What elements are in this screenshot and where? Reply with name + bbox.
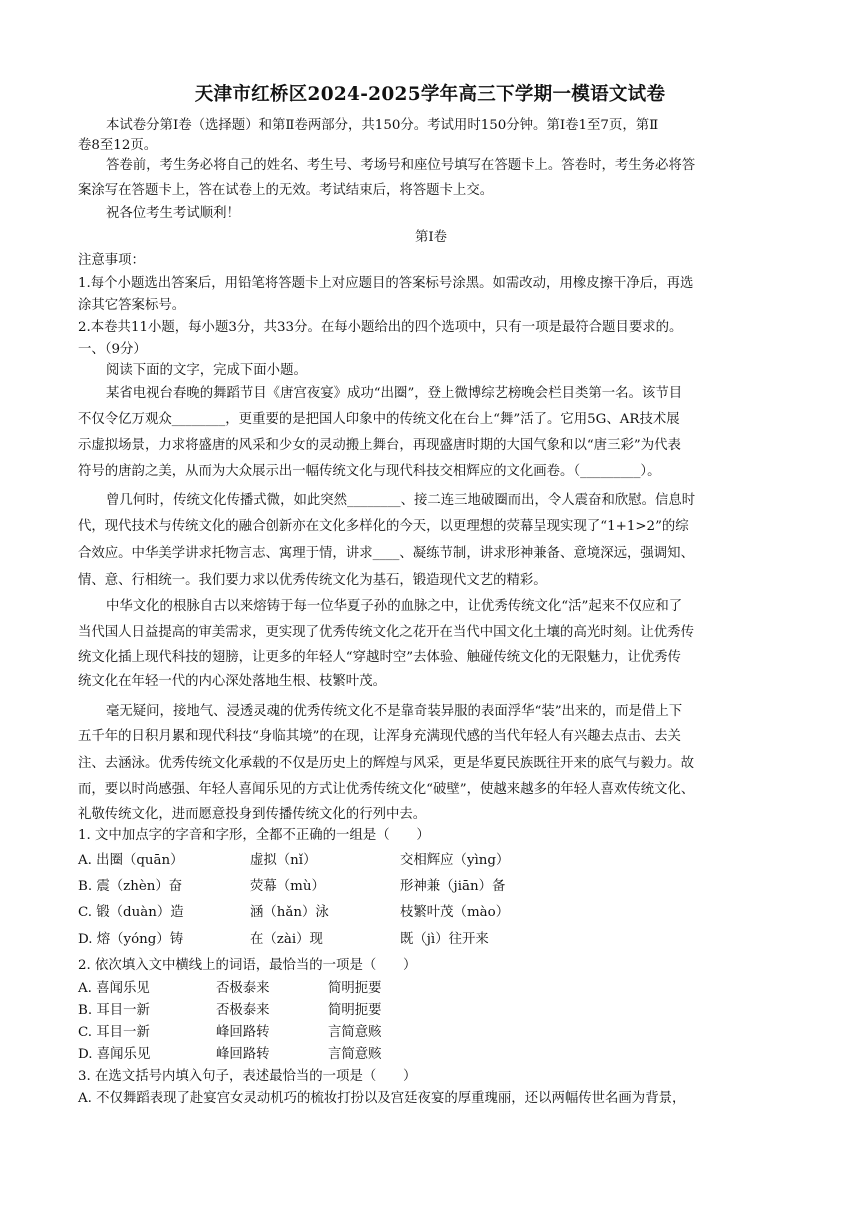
passage-line: 五千年的日积月累和现代科技“身临其境”的在现，让浑身充满现代感的当代年轻人有兴趣去点击、去关 (78, 729, 681, 744)
intro-line: 本试卷分第Ⅰ卷（选择题）和第Ⅱ卷两部分，共150分。考试用时150分钟。第Ⅰ卷1至7页，第Ⅱ (106, 118, 659, 133)
note-line: 1.每个小题选出答案后，用铅笔将答题卡上对应题目的答案标号涂黑。如需改动，用橡皮擦干净后，再选 (78, 276, 694, 291)
q2-option-cell: 简明扼要 (328, 1003, 382, 1018)
question-3-stem: 3. 在选文括号内填入句子，表述最恰当的一项是（ ） (78, 1069, 417, 1084)
q2-option-cell: 峰回路转 (216, 1047, 270, 1062)
passage-line: 注、去涵泳。优秀传统文化承载的不仅是历史上的辉煌与风采，更是华夏民族既往开来的底气与毅力。故 (78, 756, 694, 771)
passage-line: 毫无疑问，接地气、浸透灵魂的优秀传统文化不是靠奇装异服的表面浮华“装”出来的，而是借上下 (106, 704, 683, 719)
notes-heading: 注意事项： (78, 253, 145, 268)
q1-option-cell: 既（jì）往开来 (400, 932, 489, 947)
passage-line: 代，现代技术与传统文化的融合创新亦在文化多样化的今天，以更理想的荧幕呈现实现了“1+1>2”的综 (78, 519, 689, 534)
q2-option-cell: 简明扼要 (328, 981, 382, 996)
passage-line: 而，要以时尚感强、年轻人喜闻乐见的方式让优秀传统文化“破壁”，使越来越多的年轻人喜欢传统文化、 (78, 782, 695, 797)
q1-option-cell: B. 震（zhèn）奋 (78, 879, 183, 894)
page-title: 天津市红桥区2024-2025学年高三下学期一模语文试卷 (194, 84, 666, 105)
passage-line: 某省电视台春晚的舞蹈节目《唐宫夜宴》成功“出圈”，登上微博综艺榜晚会栏目类第一名。该节目 (106, 386, 683, 401)
question-2-stem: 2. 依次填入文中横线上的词语，最恰当的一项是（ ） (78, 958, 417, 973)
q1-option-cell: 枝繁叶茂（mào） (400, 905, 510, 920)
intro-line: 卷8至12页。 (78, 138, 158, 153)
intro-line: 答卷前，考生务必将自己的姓名、考生号、考场号和座位号填写在答题卡上。答卷时，考生务必将答 (106, 158, 696, 173)
q2-option-cell: B. 耳目一新 (78, 1003, 150, 1018)
passage-line: 中华文化的根脉自古以来熔铸于每一位华夏子孙的血脉之中，让优秀传统文化“活”起来不仅应和了 (106, 599, 683, 614)
part-title: 第Ⅰ卷 (414, 230, 448, 245)
passage-line: 情、意、行相统一。我们要力求以优秀传统文化为基石，锻造现代文艺的精彩。 (78, 573, 547, 588)
passage-line: 不仅令亿万观众________，更重要的是把国人印象中的传统文化在台上“舞”活了。它用5G、AR技术展 (78, 412, 680, 427)
q2-option-cell: 言简意赅 (328, 1025, 382, 1040)
q3-option-a: A. 不仅舞蹈表现了赴宴宫女灵动机巧的梳妆打扮以及宫廷夜宴的厚重瑰丽，还以两幅传世名画为背景， (78, 1091, 686, 1106)
q1-option-cell: 在（zài）现 (250, 932, 323, 947)
passage-line: 统文化在年轻一代的内心深处落地生根、枝繁叶茂。 (78, 674, 386, 689)
instruction: 阅读下面的文字，完成下面小题。 (106, 363, 307, 378)
passage-line: 示虚拟场景，力求将盛唐的风采和少女的灵动搬上舞台，再现盛唐时期的大国气象和以“唐三彩”为代表 (78, 438, 681, 453)
q1-option-cell: A. 出圈（quān） (78, 853, 184, 868)
q2-option-cell: A. 喜闻乐见 (78, 981, 150, 996)
q1-option-cell: C. 锻（duàn）造 (78, 905, 184, 920)
note-line: 2.本卷共11小题，每小题3分，共33分。在每小题给出的四个选项中，只有一项是最符合题目要求的。 (78, 320, 683, 335)
passage-line: 礼敬传统文化，进而愿意投身到传播传统文化的行列中去。 (78, 807, 427, 822)
passage-line: 曾几何时，传统文化传播式微，如此突然________、接二连三地破圈而出，令人震奋和欣慰。信息时 (106, 493, 696, 508)
q2-option-cell: 否极泰来 (216, 1003, 270, 1018)
passage-line: 符号的唐韵之美，从而为大众展示出一幅传统文化与现代科技交相辉应的文化画卷。（_________）。 (78, 464, 661, 479)
q2-option-cell: 否极泰来 (216, 981, 270, 996)
q2-option-cell: 言简意赅 (328, 1047, 382, 1062)
q1-option-cell: 涵（hǎn）泳 (250, 905, 329, 920)
q1-option-cell: 形神兼（jiān）备 (400, 879, 506, 894)
passage-line: 合效应。中华美学讲求托物言志、寓理于情，讲求____、凝练节制，讲求形神兼备、意境深远，强调知、 (78, 546, 694, 561)
passage-line: 当代国人日益提高的审美需求，更实现了优秀传统文化之花开在当代中国文化土壤的高光时刻。让优秀传 (78, 625, 694, 640)
intro-line: 案涂写在答题卡上，答在试卷上的无效。考试结束后，将答题卡上交。 (78, 183, 494, 198)
note-line: 涂其它答案标号。 (78, 298, 186, 313)
q1-option-cell: 交相辉应（yìng） (400, 853, 510, 868)
passage-line: 统文化插上现代科技的翅膀，让更多的年轻人“穿越时空”去体验、触碰传统文化的无限魅力，让优秀传 (78, 650, 681, 665)
q1-option-cell: D. 熔（yóng）铸 (78, 932, 184, 947)
intro-line: 祝各位考生考试顺利！ (106, 206, 240, 221)
q2-option-cell: 峰回路转 (216, 1025, 270, 1040)
q2-option-cell: C. 耳目一新 (78, 1025, 150, 1040)
section-heading: 一、（9分） (78, 342, 147, 357)
question-1-stem: 1. 文中加点字的字音和字形，全都不正确的一组是（ ） (78, 828, 430, 843)
q1-option-cell: 虚拟（nǐ） (250, 853, 317, 868)
q2-option-cell: D. 喜闻乐见 (78, 1047, 151, 1062)
q1-option-cell: 荧幕（mù） (250, 879, 325, 894)
